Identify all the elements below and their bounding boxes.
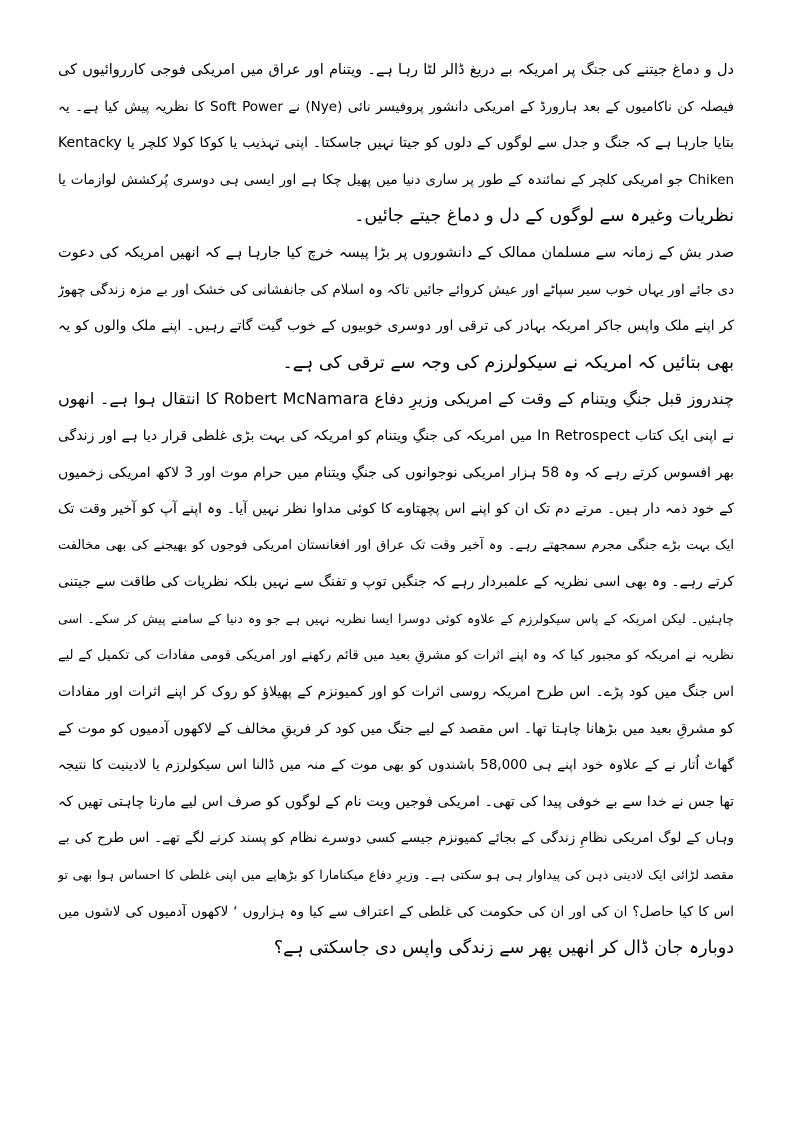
- text-line: نظریہ نے امریکہ کو مجبور کیا کہ وہ اپنے اثرات کو مشرقِ بعید میں قائم رکھنے اور امریکی قومی مفادات کی تکمیل کے لیے: [58, 647, 734, 663]
- text-line: کرتے رہے۔ وہ بھی اسی نظریہ کے علمبردار رہے کہ جنگیں توپ و تفنگ سے نہیں بلکہ نظریات کی طاقت سے جیتنی: [58, 574, 734, 591]
- text-line: کر اپنے ملک واپس جاکر امریکہ بہادر کی ترقی اور دوسری خوبیوں کے خوب گیت گاتے رہیں۔ اپنے ملک والوں کو یہ: [58, 318, 734, 335]
- text-line: بھر افسوس کرتے رہے کہ وہ 58 ہزار امریکی نوجوانوں کی جنگِ ویتنام میں حرام موت اور 3 لاکھ امریکی زخمیوں: [58, 464, 734, 481]
- paragraph-soft-power: [58, 52, 734, 235]
- text-line: کو مشرقِ بعید میں بڑھانا چاہتا تھا۔ اس مقصد کے لیے جنگ میں کود کر فریقِ مخالف کے لاکھوں آدمیوں کو موت کے: [58, 720, 734, 737]
- text-line: چندروز قبل جنگِ ویتنام کے وقت کے امریکی وزیرِ دفاع Robert McNamara کا انتقال ہوا ہے۔ انھوں: [58, 389, 734, 409]
- paragraph-mcnamara: [58, 381, 734, 967]
- text-line: دل و دماغ جیتنے کی جنگ پر امریکہ بے دریغ ڈالر لٹا رہا ہے۔ ویتنام اور عراق میں امریکی فوجی کارروائیوں کی: [58, 62, 734, 78]
- text-line: بھی بتائیں کہ امریکہ نے سیکولرزم کی وجہ سے ترقی کی ہے۔: [282, 352, 734, 373]
- text-line: فیصلہ کن ناکامیوں کے بعد ہارورڈ کے امریکی دانشور پروفیسر نائی (Nye) نے Soft Power کا نظریہ پیش کیا ہے۔ یہ: [58, 98, 734, 115]
- text-line: نظریات وغیرہ سے لوگوں کے دل و دماغ جیتے جائیں۔: [354, 206, 734, 227]
- text-line: Chiken جو امریکی کلچر کے نمائندہ کے طور پر ساری دنیا میں پھیل چکا ہے اور ایسی ہی دوسری پُرکشش لوازمات یا: [58, 171, 734, 188]
- text-line: گھاٹ اُتار نے کے علاوہ خود اپنے ہی 58,000 باشندوں کو بھی موت کے منہ میں ڈالنا اس سیکولرزم یا لادینیت کا نتیجہ: [58, 757, 734, 774]
- text-line: نے اپنی ایک کتاب In Retrospect میں امریکہ کی جنگِ ویتنام کو امریکہ کی بہت بڑی غلطی قرار دیا ہے اور زندگی: [58, 427, 734, 444]
- text-line: اس کا کیا حاصل؟ ان کی اور ان کی حکومت کی غلطی کے اعتراف سے کیا وہ ہزاروں ‘ لاکھوں آدمیوں کی لاشوں میں: [58, 903, 734, 920]
- text-line: صدر بش کے زمانہ سے مسلمان ممالک کے دانشوروں پر بڑا پیسہ خرچ کیا جارہا ہے کہ انھیں امریکہ کی دعوت: [58, 244, 734, 261]
- text-line: مقصد لڑائی ایک لادینی ذہن کی پیداوار ہی ہو سکتی ہے۔ وزیرِ دفاع میکنامارا کو بڑھاپے میں اپنی غلطی کا احساس ہوا بھی تو: [58, 867, 734, 883]
- text-line: کے خود ذمہ دار ہیں۔ مرتے دم تک ان کو اپنے اس پچھتاوے کا کوئی مداوا نظر نہیں آیا۔ وہ اپنے آپ کو آخیر وقت تک: [58, 501, 734, 518]
- text-line: وہاں کے لوگ امریکی نظامِ زندگی کے بجائے کمیونزم جیسے کسی دوسرے نظام کو پسند کرنے لگے تھے۔ اس طرح کی بے: [58, 830, 734, 847]
- text-line: چاہئیں۔ لیکن امریکہ کے پاس سیکولرزم کے علاوہ کوئی دوسرا ایسا نظریہ نہیں ہے جو وہ دنیا کے سامنے پیش کر سکے۔ اسی: [58, 610, 734, 626]
- text-line: بتایا جارہا ہے کہ جنگ و جدل سے لوگوں کے دلوں کو جیتا نہیں جاسکتا۔ اپنی تہذیب یا کوکا کولا کلچر یا Kentacky: [58, 135, 734, 152]
- text-line: تھا جس نے خدا سے بے خوفی پیدا کی تھی۔ امریکی فوجیں ویت نام کے لوگوں کو صرف اس لیے مارنا چاہتی تھیں کہ: [58, 793, 734, 810]
- paragraph-intellectuals: [58, 235, 734, 381]
- text-line: دی جائے اور یہاں خوب سیر سپاٹے اور عیش کروائے جائیں تاکہ وہ اسلام کی جانفشانی کی خشک اور بے مزہ زندگی چھوڑ: [58, 281, 734, 298]
- text-line: اس جنگ میں کود پڑے۔ اس طرح امریکہ روسی اثرات کو اور کمیونزم کے پھیلاؤ کو روک کر اپنے اثرات اور مفادات: [58, 684, 734, 701]
- text-line: ایک بہت بڑے جنگی مجرم سمجھتے رہے۔ وہ آخیر وقت تک عراق اور افغانستان امریکی فوجوں کو بھیجنے کی بھی مخالفت: [58, 537, 734, 553]
- document-body: [58, 52, 734, 967]
- text-line: دوبارہ جان ڈال کر انھیں پھر سے زندگی واپس دی جاسکتی ہے؟: [273, 938, 734, 959]
